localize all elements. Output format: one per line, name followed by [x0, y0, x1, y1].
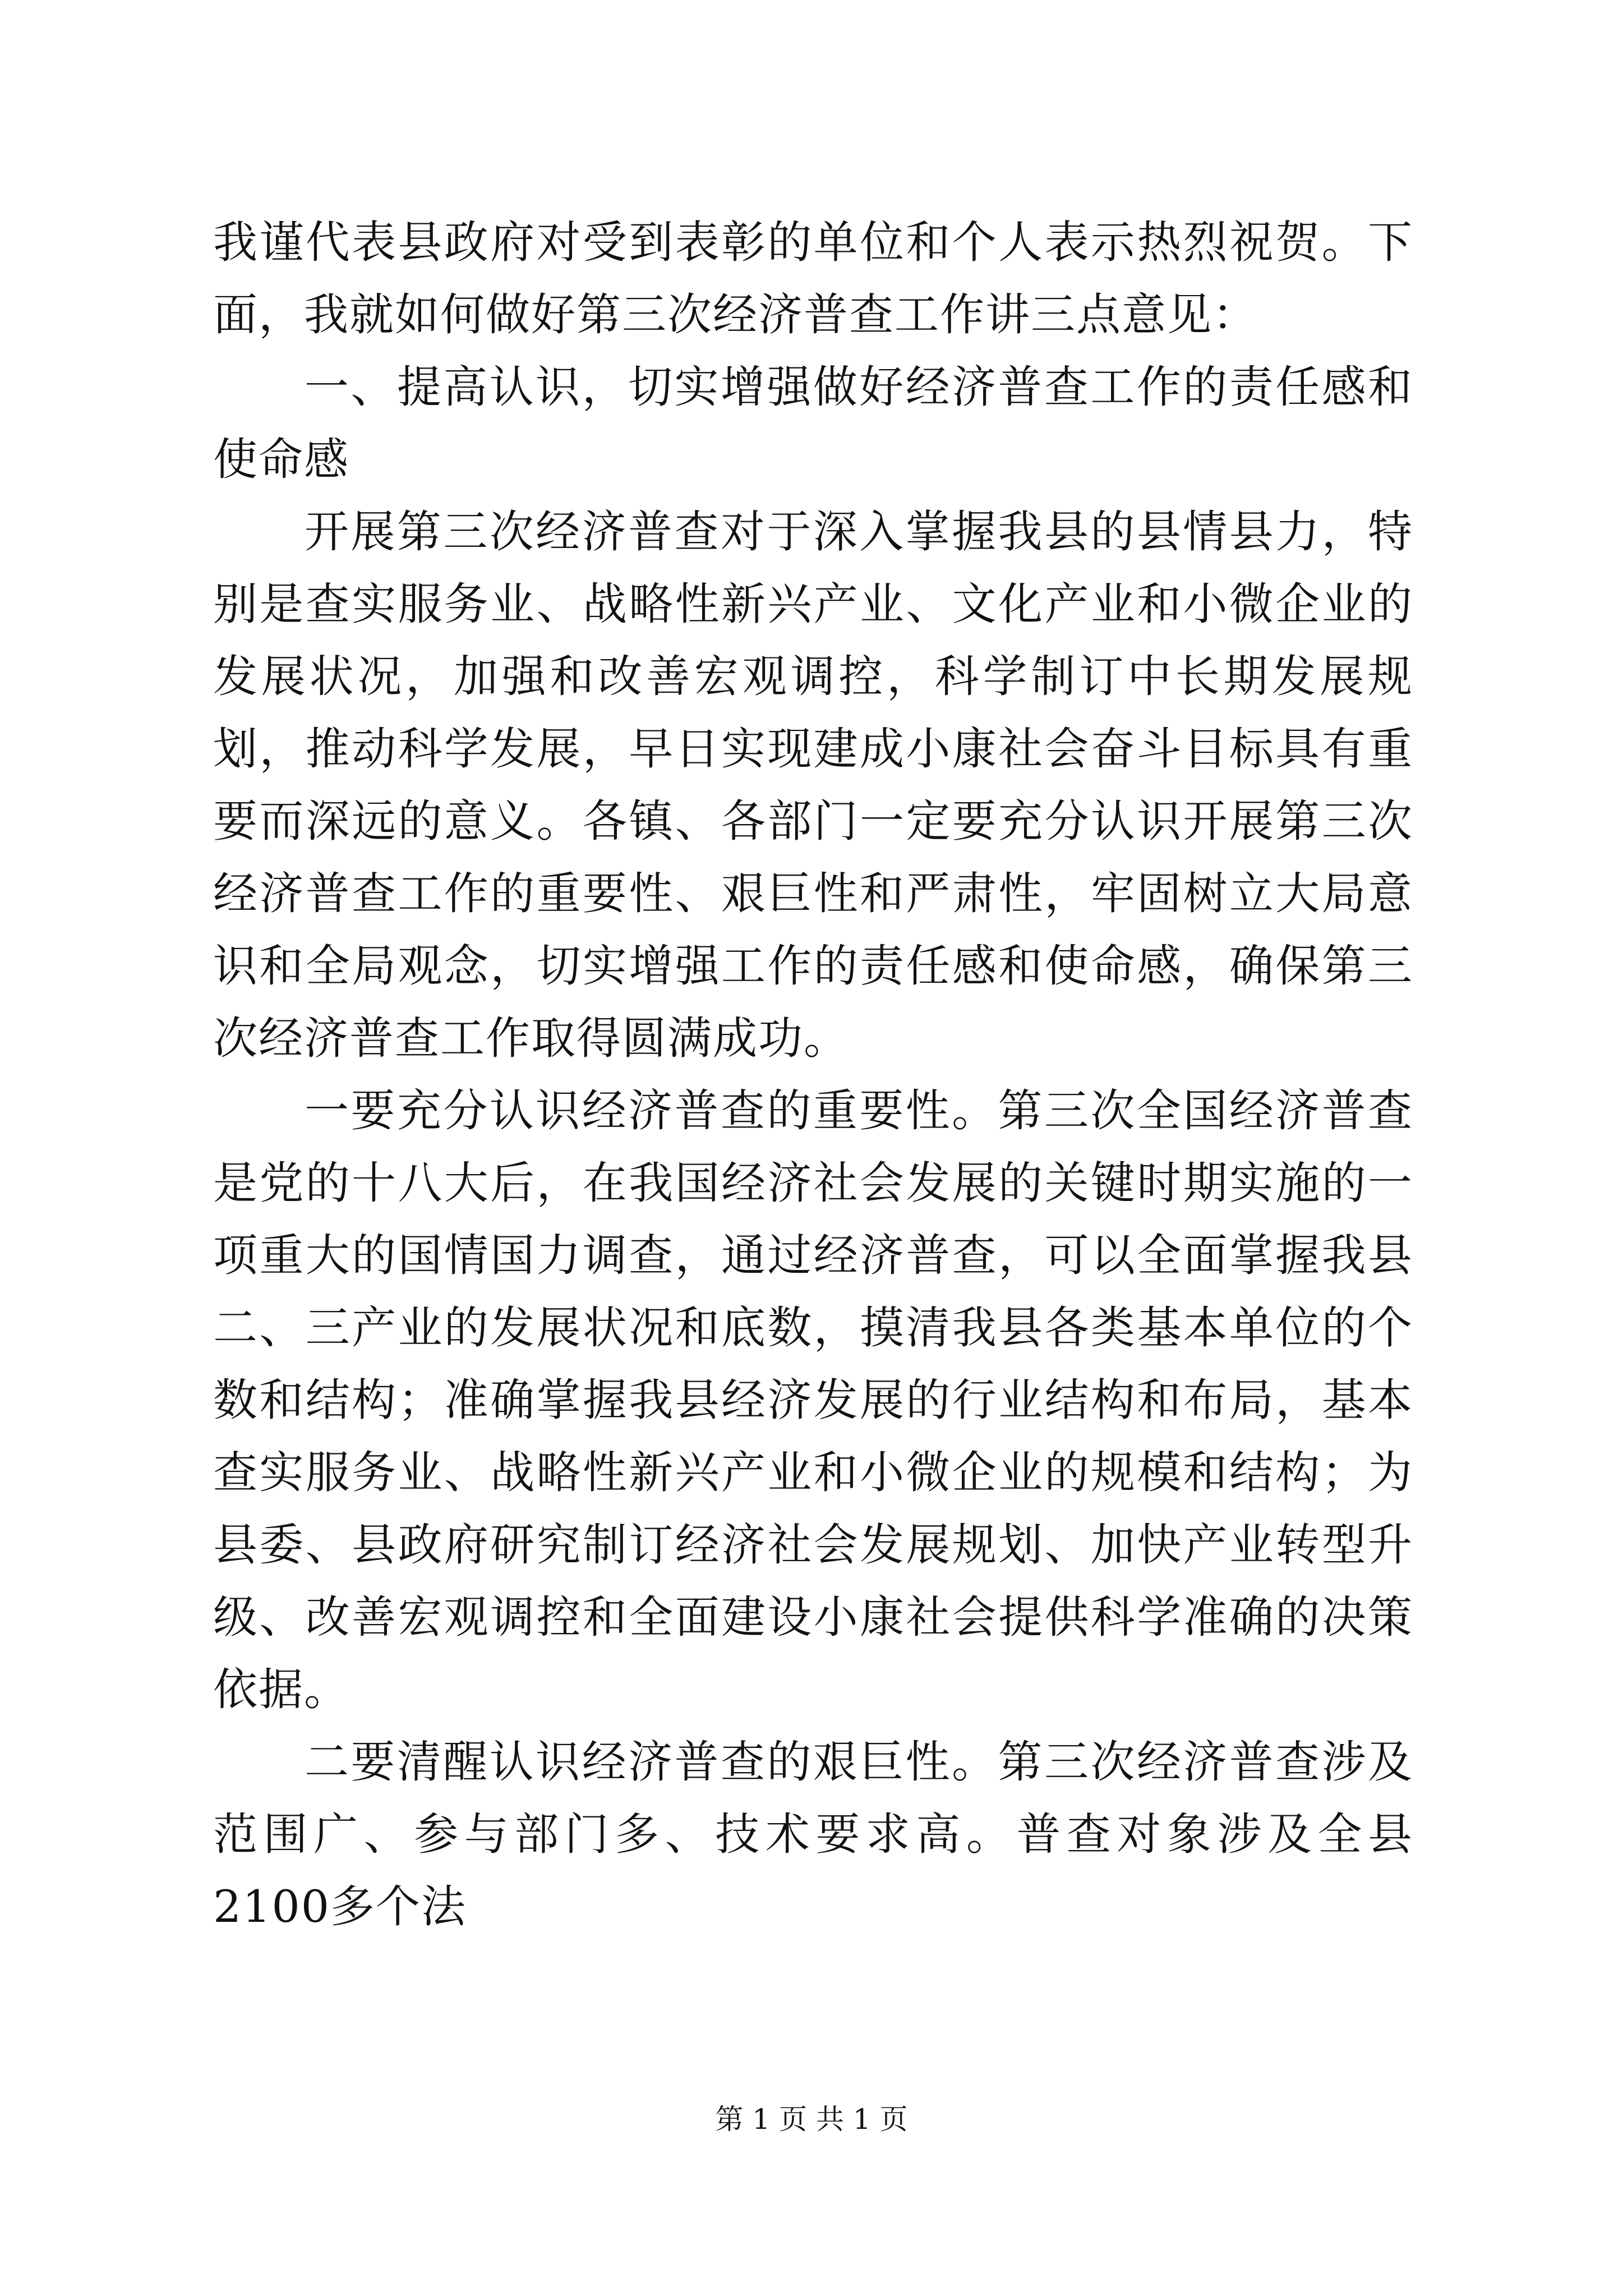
section-heading-1: 一、提高认识，切实增强做好经济普查工作的责任感和使命感 [213, 361, 1413, 485]
page-footer: 第 1 页 共 1 页 [715, 2103, 908, 2136]
paragraph-difficulty: 二要清醒认识经济普查的艰巨性。第三次经济普查涉及范围广、参与部门多、技术要求高。普查对象涉及全县2100多个法 [213, 1736, 1413, 1932]
paragraph-significance: 开展第三次经济普查对于深入掌握我县的县情县力，特别是查实服务业、战略性新兴产业、文化产业和小微企业的发展状况，加强和改善宏观调控，科学制订中长期发展规划，推动科学发展，早日实现建成小康社会奋斗目标具有重要而深远的意义。各镇、各部门一定要充分认识开展第三次经济普查工作的重要性、艰巨性和严肃性，牢固树立大局意识和全局观念，切实增强工作的责任感和使命感，确保第三次经济普查工作取得圆满成功。 [213, 506, 1413, 1064]
paragraph-importance: 一要充分认识经济普查的重要性。第三次全国经济普查是党的十八大后，在我国经济社会发展的关键时期实施的一项重大的国情国力调查，通过经济普查，可以全面掌握我县二、三产业的发展状况和底数，摸清我县各类基本单位的个数和结构；准确掌握我县经济发展的行业结构和布局，基本查实服务业、战略性新兴产业和小微企业的规模和结构；为县委、县政府研究制订经济社会发展规划、加快产业转型升级、改善宏观调控和全面建设小康社会提供科学准确的决策依据。 [213, 1085, 1413, 1715]
document-body [213, 206, 1413, 1943]
paragraph-intro: 我谨代表县政府对受到表彰的单位和个人表示热烈祝贺。下面，我就如何做好第三次经济普查工作讲三点意见： [213, 217, 1413, 341]
